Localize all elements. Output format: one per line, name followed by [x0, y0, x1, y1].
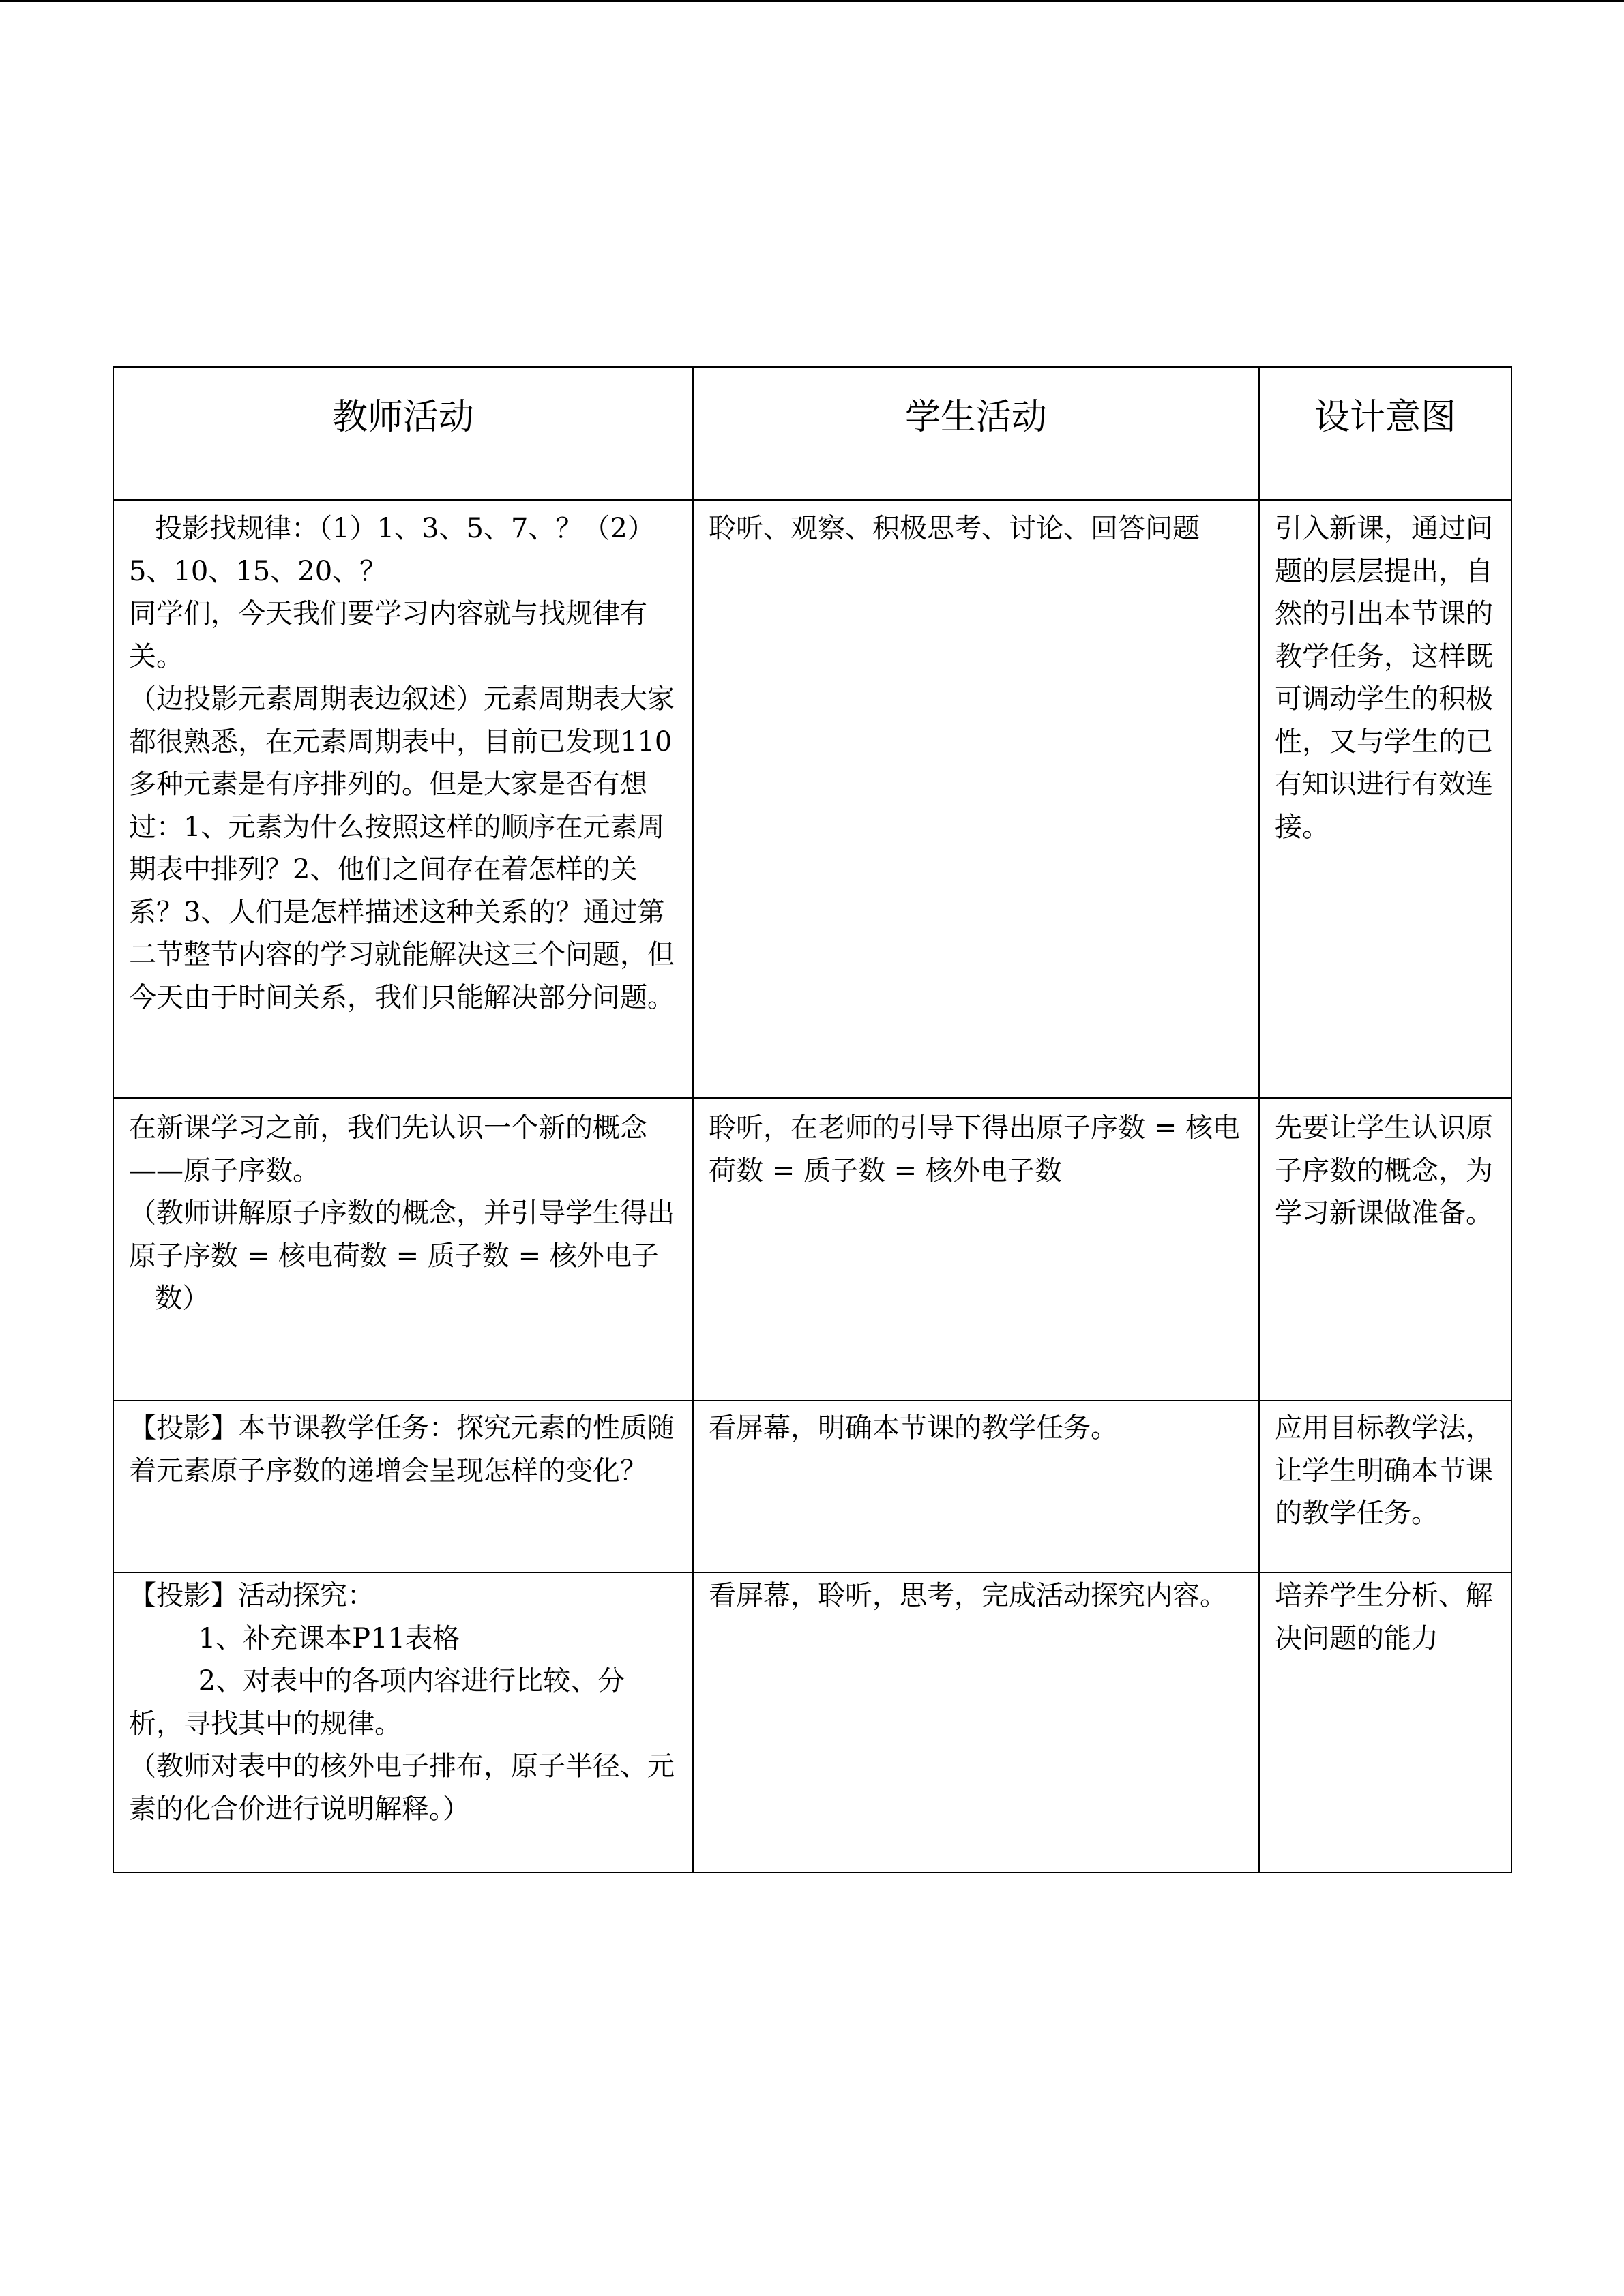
- lesson-plan-table: [113, 366, 1512, 1873]
- table-header-row: [113, 367, 1511, 500]
- header-teacher-activity: 教师活动: [113, 367, 693, 500]
- teacher-activity-cell: 【投影】活动探究： 1、补充课本P11表格 2、对表中的各项内容进行比较、分析，寻找其中的规律。 （教师对表中的核外电子排布，原子半径、元素的化合价进行说明解释。）: [113, 1572, 693, 1873]
- header-student-activity: 学生活动: [693, 367, 1259, 500]
- student-activity-cell: 看屏幕，聆听，思考，完成活动探究内容。: [693, 1572, 1259, 1873]
- design-intent-cell: 应用目标教学法，让学生明确本节课的教学任务。: [1259, 1401, 1511, 1572]
- table-row: [113, 1572, 1511, 1873]
- design-intent-cell: 培养学生分析、解决问题的能力: [1259, 1572, 1511, 1873]
- design-intent-cell: 引入新课，通过问题的层层提出，自然的引出本节课的教学任务，这样既可调动学生的积极性，又与学生的已有知识进行有效连接。: [1259, 500, 1511, 1098]
- table-row: [113, 500, 1511, 1098]
- table-row: [113, 1098, 1511, 1401]
- teacher-activity-cell: 投影找规律：（1）1、3、5、7、？（2）5、10、15、20、？ 同学们，今天我们要学习内容就与找规律有关。 （边投影元素周期表边叙述）元素周期表大家都很熟悉，在元素周期表中，目前已发现110多种元素是有序排列的。但是大家是否有想过：1、元素为什么按照这样的顺序在元素周期表中排列？2、他们之间存在着怎样的关系？3、人们是怎样描述这种关系的？通过第二节整节内容的学习就能解决这三个问题，但今天由于时间关系，我们只能解决部分问题。: [113, 500, 693, 1098]
- design-intent-cell: 先要让学生认识原子序数的概念，为学习新课做准备。: [1259, 1098, 1511, 1401]
- teacher-activity-cell: 在新课学习之前，我们先认识一个新的概念——原子序数。 （教师讲解原子序数的概念，并引导学生得出原子序数 = 核电荷数 = 质子数 = 核外电子 数）: [113, 1098, 693, 1401]
- page-top-border: [0, 0, 1624, 2]
- student-activity-cell: 看屏幕，明确本节课的教学任务。: [693, 1401, 1259, 1572]
- student-activity-cell: 聆听，在老师的引导下得出原子序数 = 核电荷数 = 质子数 = 核外电子数: [693, 1098, 1259, 1401]
- header-design-intent: 设计意图: [1259, 367, 1511, 500]
- table-row: [113, 1401, 1511, 1572]
- teacher-activity-cell: 【投影】本节课教学任务：探究元素的性质随着元素原子序数的递增会呈现怎样的变化？: [113, 1401, 693, 1572]
- student-activity-cell: 聆听、观察、积极思考、讨论、回答问题: [693, 500, 1259, 1098]
